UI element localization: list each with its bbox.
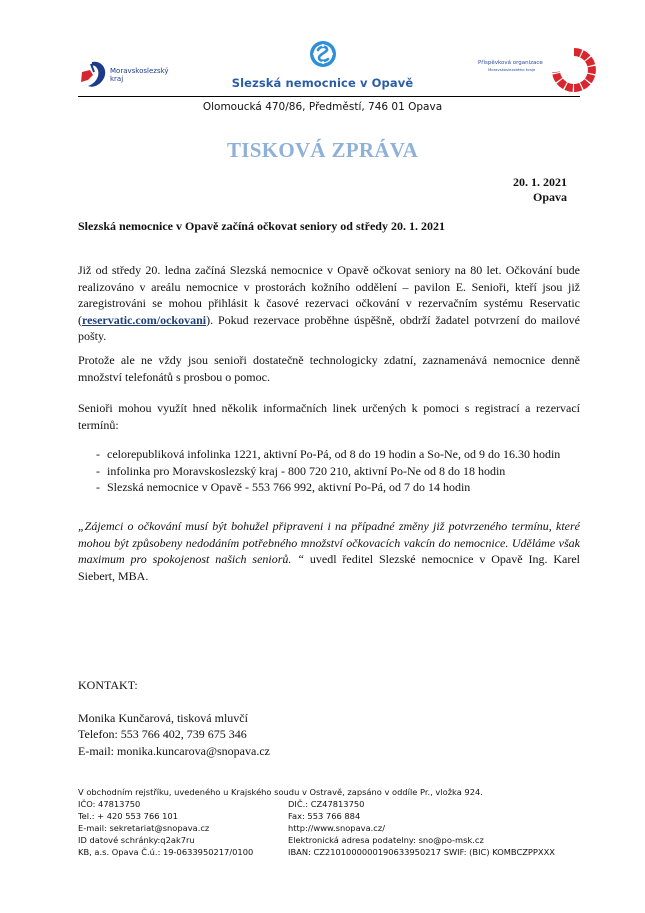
paragraph-vaccination-start bbox=[78, 262, 580, 345]
left-logo-line2: kraj bbox=[110, 75, 124, 83]
list-item bbox=[78, 446, 580, 463]
footer-dic: DIČ.: CZ47813750 bbox=[288, 799, 365, 809]
contact-person: Monika Kunčarová, tisková mluvčí bbox=[78, 710, 248, 725]
document-title: TISKOVÁ ZPRÁVA bbox=[226, 138, 419, 162]
contact-phone: Telefon: 553 766 402, 739 675 346 bbox=[78, 727, 247, 741]
segmented-ring-icon bbox=[552, 48, 596, 92]
hospital-address: Olomoucká 470/86, Předměstí, 746 01 Opava bbox=[202, 101, 443, 113]
right-logo-line1: Příspěvková organizace bbox=[478, 60, 543, 66]
quote-text: „Zájemci o očkování musí být bohužel připraveni i na případné změny již potvrzeného termínu, které mohou být způsobeny nedodáním potřebného množství očkovacích vakcín do nemocnice. Uděláme však maximum pro spokojenost našich seniorů. “ bbox=[78, 519, 580, 566]
info-lines-list bbox=[78, 446, 580, 496]
list-item bbox=[78, 463, 580, 480]
contact-email: E-mail: monika.kuncarova@snopava.cz bbox=[78, 743, 270, 758]
footer-filing-address: Elektronická adresa podatelny: sno@po-msk.cz bbox=[288, 835, 484, 845]
document-place: Opava bbox=[532, 190, 567, 204]
list-item bbox=[78, 479, 580, 496]
footer-registry: V obchodním rejstříku, uvedeného u Krajského soudu v Ostravě, zapsáno v oddíle Pr., vložka 924. bbox=[78, 787, 483, 797]
bullet-dash: - bbox=[96, 480, 100, 494]
footer-email: E-mail: sekretariat@snopava.cz bbox=[78, 823, 210, 833]
list-item-text: infolinka pro Moravskoslezský kraj - 800 720 210, aktivní Po-Ne od 8 do 18 hodin bbox=[107, 463, 506, 478]
footer-fax: Fax: 553 766 884 bbox=[288, 811, 361, 821]
press-release-headline: Slezská nemocnice v Opavě začíná očkovat seniory od středy 20. 1. 2021 bbox=[78, 219, 445, 233]
director-quote bbox=[78, 518, 580, 584]
footer-row bbox=[78, 846, 598, 858]
footer-company-info bbox=[78, 786, 598, 858]
paragraph1-text-b: ). Pokud rezervace proběhne úspěšně, obdrží žadatel potvrzení do mailové pošty. bbox=[78, 312, 580, 343]
footer-website: http://www.snopava.cz/ bbox=[288, 823, 386, 833]
footer-tel: Tel.: + 420 553 766 101 bbox=[78, 811, 178, 821]
right-logo-line2: Moravskoslezského kraje bbox=[488, 67, 536, 72]
contact-heading: KONTAKT: bbox=[78, 678, 138, 692]
bullet-dash: - bbox=[96, 447, 100, 461]
paragraph1-text-a: Již od středy 20. ledna začíná Slezská nemocnice v Opavě očkovat seniory na 80 let. Očkování bude realizováno v areálu nemocnice v prostorách kožního oddělení – pavilon E. Senioři, kteří jsou již zaregistrováni se mohou přihlásit k časové rezervaci očkování v rezervačním systému Reservatic ( bbox=[78, 263, 580, 327]
bullet-dash: - bbox=[96, 463, 100, 478]
paragraph-phone-calls: Protože ale ne vždy jsou senioři dostatečně technologicky zdatní, zaznamenává nemocnice denně množství telefonátů s prosbou o pomoc. bbox=[78, 353, 580, 384]
list-item-text: celorepubliková infolinka 1221, aktivní Po-Pá, od 8 do 19 hodin a So-Ne, od 9 do 16.30 hodin bbox=[107, 447, 561, 461]
contributory-organization-logo bbox=[478, 52, 598, 94]
quote-attribution: uvedl ředitel Slezské nemocnice v Opavě Ing. Karel Siebert, MBA. bbox=[78, 552, 581, 583]
hospital-emblem-icon bbox=[309, 40, 337, 68]
date-place-block bbox=[513, 175, 567, 205]
footer-data-box: ID datové schránky:q2ak7ru bbox=[78, 835, 195, 845]
footer-iban: IBAN: CZ2101000000190633950217 SWIF: (BIC) KOMBCZPPXXX bbox=[288, 847, 555, 857]
contact-block bbox=[78, 677, 270, 759]
footer-row bbox=[78, 810, 598, 822]
footer-row bbox=[78, 834, 598, 846]
header-divider bbox=[78, 96, 580, 97]
footer-row bbox=[78, 822, 598, 834]
reservatic-link[interactable]: reservatic.com/ockovani bbox=[82, 312, 207, 327]
footer-bank-account: KB, a.s. Opava Č.ú.: 19-0633950217/0100 bbox=[78, 847, 254, 857]
list-item-text: Slezská nemocnice v Opavě - 553 766 992, aktivní Po-Pá, od 7 do 14 hodin bbox=[107, 480, 471, 494]
paragraph-info-lines: Senioři mohou využít hned několik informačních linek určených k pomoci s registrací a rezervací termínů: bbox=[78, 401, 580, 432]
footer-row bbox=[78, 798, 598, 810]
document-date: 20. 1. 2021 bbox=[513, 175, 567, 189]
hospital-name: Slezská nemocnice v Opavě bbox=[231, 76, 414, 90]
left-logo-line1: Moravskoslezský bbox=[110, 67, 169, 75]
footer-ico: IČO: 47813750 bbox=[78, 799, 141, 809]
